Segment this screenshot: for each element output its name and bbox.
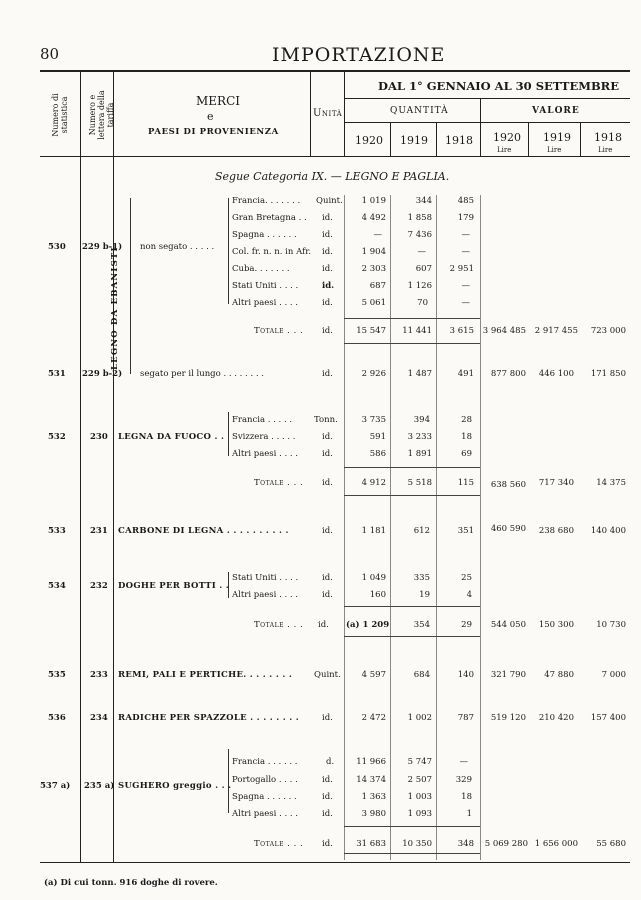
col-divider [580,122,581,156]
year-q-1918: 1918 [445,134,473,147]
tariff-number: 231 [90,526,108,536]
item-desc: LEGNA DA FUOCO . . [118,432,225,442]
unit: id. [322,713,333,723]
unit: id. [322,792,333,802]
country: Portogallo . . . . [232,775,298,785]
col-divider [113,72,114,862]
col-divider [80,72,81,862]
v1919-total: 1 656 000 [534,839,578,849]
totale-label: Totale . . . [254,620,304,630]
unit: id. [322,298,333,308]
unit: Tonn. [314,415,338,425]
unit: id. [322,449,333,459]
q1918: 485 [457,196,474,206]
country: Stati Uniti . . . . [232,573,299,583]
group-brace [126,198,131,374]
q1919: 5 747 [407,757,432,767]
country: Spagna . . . . . . [232,792,297,802]
v1919-total: 2 917 455 [534,326,578,336]
country: Svizzera . . . . . [232,432,296,442]
stat-number: 537 a) [40,781,71,791]
group-label: LEGNO DA EBANISTI [110,246,120,370]
q1918: 179 [457,213,474,223]
country: Altri paesi . . . . [232,298,298,308]
unit: id. [322,526,333,536]
total-rule [344,318,480,319]
q1918: 329 [455,775,472,785]
unit: id. [322,590,333,600]
country: Spagna . . . . . . [232,230,297,240]
q1918: 25 [461,573,472,583]
header-merci: MERCI [196,94,241,108]
v1918-total: 14 375 [596,478,626,488]
tariff-number: 232 [90,581,108,591]
v1920: 519 120 [490,713,526,723]
col-header-tariff: Numero e lettera della tariffa [88,90,115,140]
q1919: 1 891 [407,449,432,459]
v1918: 171 850 [590,369,626,379]
total-rule [344,495,480,496]
q1918: 491 [457,369,474,379]
stat-number: 530 [48,242,66,252]
total-rule [344,636,480,637]
q1920: 3 735 [361,415,386,425]
q1919: 612 [413,526,430,536]
v1920: 877 800 [490,369,526,379]
q1920: 2 926 [361,369,386,379]
header-unita: Unità [313,108,343,119]
q1919: 394 [413,415,430,425]
q1920: 1 049 [361,573,386,583]
lire-1919: Lire [547,146,562,154]
total-rule [344,853,480,854]
q1920-total: 31 683 [356,839,386,849]
country: Francia . . . . . . [232,757,298,767]
item-desc: segato per il lungo . . . . . . . . [140,369,264,379]
q1918: 1 [466,809,472,819]
unit: Quint. [316,196,343,206]
q1920: 4 597 [361,670,386,680]
total-rule [344,467,480,468]
totale-label: Totale . . . [254,326,304,336]
q1919: 70 [417,298,428,308]
col-divider [344,72,345,156]
stat-number: 533 [48,526,66,536]
country: Altri paesi . . . . [232,590,298,600]
footnote: (a) Di cui tonn. 916 doghe di rovere. [44,878,218,888]
lire-1920: Lire [497,146,512,154]
v1918-total: 723 000 [590,326,626,336]
unit: id. [322,247,333,257]
item-desc: CARBONE DI LEGNA . . . . . . . . . . [118,526,289,536]
header-paesi: PAESI DI PROVENIENZA [148,127,279,137]
v1920: 460 590 [490,524,526,534]
q1918: 787 [457,713,474,723]
unit: Quint. [314,670,341,680]
q1920: 2 303 [361,264,386,274]
q1918-total: 3 615 [449,326,474,336]
country: Gran Bretagna . . [232,213,307,223]
q1918-total: 29 [461,620,472,630]
v1919-total: 150 300 [538,620,574,630]
col-divider [310,72,311,156]
q1920: 1 181 [361,526,386,536]
q1919: 2 507 [407,775,432,785]
q1918: — [459,757,468,767]
q1920: 14 374 [356,775,386,785]
q1918: — [461,247,470,257]
q1920: 4 492 [361,213,386,223]
unit: id. [322,213,333,223]
tariff-number: 234 [90,713,108,723]
unit: id. [322,478,333,488]
q1920: 3 980 [361,809,386,819]
q1918: 18 [461,792,472,802]
brace [224,198,229,304]
unit: id. [322,775,333,785]
q1918: — [461,281,470,291]
unit: id. [322,432,333,442]
q1920: 5 061 [361,298,386,308]
unit: id. [322,369,333,379]
q1920-total: 15 547 [356,326,386,336]
col-header-stat: Numero di statistica [51,93,69,137]
year-q-1920: 1920 [355,134,383,147]
col-divider [480,98,481,156]
v1918-total: 10 730 [596,620,626,630]
q1920: — [373,230,382,240]
q1919: 7 436 [407,230,432,240]
q1918: — [461,230,470,240]
header-bottom-rule [40,156,630,157]
q1920: 1 019 [361,196,386,206]
col-divider [436,122,437,156]
v1919: 47 880 [544,670,574,680]
tariff-number: 229 b-1) [82,242,123,252]
item-desc: SUGHERO greggio . . . [118,781,232,791]
q1919: 344 [415,196,432,206]
q1918: 28 [461,415,472,425]
header-rule [344,98,630,99]
q1919: — [417,247,426,257]
year-v-1919: 1919 [543,131,571,144]
col-divider [390,122,391,156]
tariff-number: 229 b-2) [82,369,123,379]
tariff-number: 230 [90,432,108,442]
page-title: IMPORTAZIONE [272,44,446,66]
q1919: 1 858 [407,213,432,223]
unit: id. [322,839,333,849]
q1919-total: 10 350 [402,839,432,849]
unit: id. [322,809,333,819]
totale-label: Totale . . . [254,478,304,488]
q1920: 1 904 [361,247,386,257]
q1919: 1 093 [407,809,432,819]
q1920: 160 [369,590,386,600]
q1920-total: (a) 1 209 [346,620,390,630]
col-divider [528,122,529,156]
header-quantita: QUANTITÀ [390,106,449,116]
v1918: 7 000 [601,670,626,680]
q1918: 69 [461,449,472,459]
q1919: 1 003 [407,792,432,802]
v1919: 210 420 [538,713,574,723]
q1918-total: 348 [457,839,474,849]
unit: id. [318,620,329,630]
top-rule [40,70,630,72]
totale-label: Totale . . . [254,839,304,849]
q1920: 687 [369,281,386,291]
year-v-1920: 1920 [493,131,521,144]
q1918: 351 [457,526,474,536]
country: Stati Uniti . . . . [232,281,299,291]
tariff-number: 235 a) [84,781,115,791]
total-rule [344,343,480,344]
total-rule [344,606,480,607]
q1918-total: 115 [457,478,474,488]
stat-number: 531 [48,369,66,379]
item-desc: RADICHE PER SPAZZOLE . . . . . . . . [118,713,300,723]
v1919: 238 680 [538,526,574,536]
q1919: 684 [413,670,430,680]
q1918: 4 [466,590,472,600]
header-period: DAL 1° GENNAIO AL 30 SETTEMBRE [378,79,620,93]
q1919: 1 487 [407,369,432,379]
v1920: 321 790 [490,670,526,680]
q1919-total: 11 441 [402,326,432,336]
q1919: 335 [413,573,430,583]
unit: id. [322,573,333,583]
unit: id. [322,281,335,291]
v1920-total: 5 069 280 [484,839,528,849]
v1919: 446 100 [538,369,574,379]
item-desc: non segato . . . . . [140,242,215,252]
unit: id. [322,326,333,336]
header-e: e [207,110,214,123]
country: Francia . . . . . [232,415,293,425]
v1920-total: 3 964 485 [482,326,526,336]
unit: id. [322,264,333,274]
col-divider [480,195,481,860]
q1920-total: 4 912 [361,478,386,488]
col-divider [436,195,437,860]
unit: id. [322,230,333,240]
q1920: 1 363 [361,792,386,802]
v1918: 157 400 [590,713,626,723]
country: Altri paesi . . . . [232,449,298,459]
v1920-total: 638 560 [490,480,526,490]
q1920: 2 472 [361,713,386,723]
q1919-total: 5 518 [407,478,432,488]
stat-number: 535 [48,670,66,680]
q1919-total: 354 [413,620,430,630]
country: Altri paesi . . . . [232,809,298,819]
col-divider [390,195,391,860]
unit: d. [326,757,335,767]
year-q-1919: 1919 [400,134,428,147]
item-desc: REMI, PALI E PERTICHE. . . . . . . . [118,670,293,680]
year-v-1918: 1918 [594,131,622,144]
q1918: 140 [457,670,474,680]
country: Francia. . . . . . . [232,196,301,206]
q1918: — [461,298,470,308]
brace [224,412,229,456]
stat-number: 532 [48,432,66,442]
category-heading: Segue Categoria IX. — LEGNO E PAGLIA. [215,170,450,183]
v1918-total: 55 680 [596,839,626,849]
header-valore: VALORE [532,106,580,116]
page-number: 80 [40,45,60,63]
q1919: 1 002 [407,713,432,723]
q1918: 18 [461,432,472,442]
q1919: 19 [419,590,430,600]
q1919: 1 126 [407,281,432,291]
q1920: 586 [369,449,386,459]
header-rule [344,122,630,123]
lire-1918: Lire [598,146,613,154]
stat-number: 534 [48,581,66,591]
stat-number: 536 [48,713,66,723]
v1920-total: 544 050 [490,620,526,630]
v1919-total: 717 340 [538,478,574,488]
country: Cuba. . . . . . . [232,264,290,274]
country: Col. fr. n. n. in Afr. [232,247,312,257]
v1918: 140 400 [590,526,626,536]
item-desc: DOGHE PER BOTTI . . [118,581,230,591]
q1920: 591 [369,432,386,442]
q1919: 3 233 [407,432,432,442]
total-rule [344,826,480,827]
q1919: 607 [415,264,432,274]
tariff-number: 233 [90,670,108,680]
table-bottom-rule [40,862,630,863]
q1918: 2 951 [449,264,474,274]
q1920: 11 966 [356,757,386,767]
col-divider [344,195,345,860]
